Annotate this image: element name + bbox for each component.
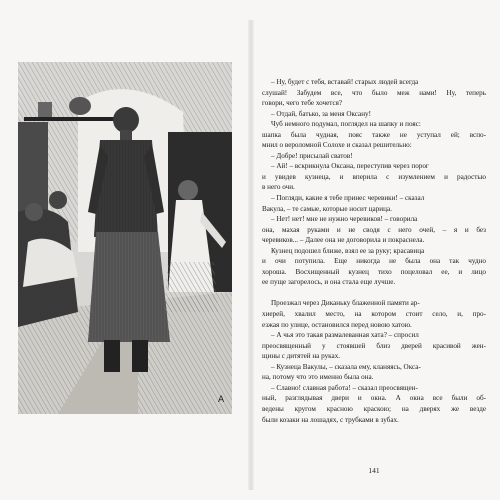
text-line: и увидев кузнеца, и вперила с изумлением и радостью: [262, 172, 486, 181]
illustration-image: [18, 62, 232, 414]
text-line: езжая по улице, остановился перед новою хатою.: [262, 320, 412, 329]
text-line: – Погляди, какие я тебе принес черевики! – сказал: [271, 194, 425, 203]
text-line: – Нет! нет! мне не нужно черевиков! – говорила: [271, 215, 418, 224]
text-line: слушай! Забудем все, что было меж нами! Ну, теперь: [262, 88, 486, 97]
text-line: щины с дитятей на руках.: [262, 352, 341, 361]
text-line: черевиков... – Далее она не договорила и покраснела.: [262, 236, 425, 245]
text-line: и очи потупила. Еще никогда не была она так чудно: [262, 257, 486, 266]
text-line: хиерей, хвалил место, на котором стоит село, и, про-: [262, 310, 486, 319]
text-line: преосвященный у стоявшей близ дверей красивой жен-: [262, 341, 486, 350]
text-line: – А чья это такая размалеванная хата? – спросил: [271, 331, 419, 340]
text-line: – Славно! славная работа! – сказал преосвящен-: [271, 383, 418, 392]
text-line: были козаки на лошадях, с трубками в зубах.: [262, 415, 399, 424]
text-line: ее пуще загорелось, и она стала еще лучше.: [262, 278, 396, 287]
text-line: она, махая руками и не сводя с него очей, – я и без: [262, 225, 486, 234]
text-line: на, потому что это именно была она.: [262, 373, 374, 382]
engraving-illustration: [18, 62, 232, 414]
text-line: – Отдай, батько, за меня Оксану!: [271, 109, 371, 118]
text-line: ведены кругом красною краскою; на дверях же везде: [262, 404, 486, 413]
text-line: мнил о вероломной Солохе и сказал решительно:: [262, 141, 412, 150]
text-line: – Ну, будет с тебя, вставай! старых людей всегда: [271, 78, 419, 86]
text-line: Кузнец подошел ближе, взял ее за руку; красавица: [271, 246, 425, 255]
artist-signature: A: [218, 395, 225, 405]
book-gutter: [248, 20, 254, 490]
section-break: [262, 288, 486, 299]
text-page: [262, 77, 486, 425]
text-line: – Добре! присылай сватов!: [271, 151, 353, 160]
text-line: хороша. Восхищенный кузнец тихо поцеловал ее, и лицо: [262, 267, 486, 276]
text-line: – Кузнеца Вакулы, – сказала ему, кланяясь, Окса-: [271, 362, 421, 371]
text-line: ный, разглядывая двери и окна. А окна все были об-: [262, 394, 486, 403]
text-line: в него очи.: [262, 183, 295, 192]
text-line: Вакула, – те самые, которые носит царица.: [262, 204, 392, 213]
text-line: Проезжал через Диканьку блаженной памяти ар-: [271, 299, 420, 308]
text-line: Чуб немного подумал, поглядел на шапку и пояс:: [271, 120, 421, 129]
page-number: 141: [368, 466, 380, 475]
text-line: говори, чего тебе хочется?: [262, 99, 343, 108]
text-line: – Ай! – вскрикнула Оксана, переступив через порог: [271, 162, 429, 171]
text-line: шапка была чудная, пояс также не уступал ей; вспо-: [262, 130, 486, 139]
